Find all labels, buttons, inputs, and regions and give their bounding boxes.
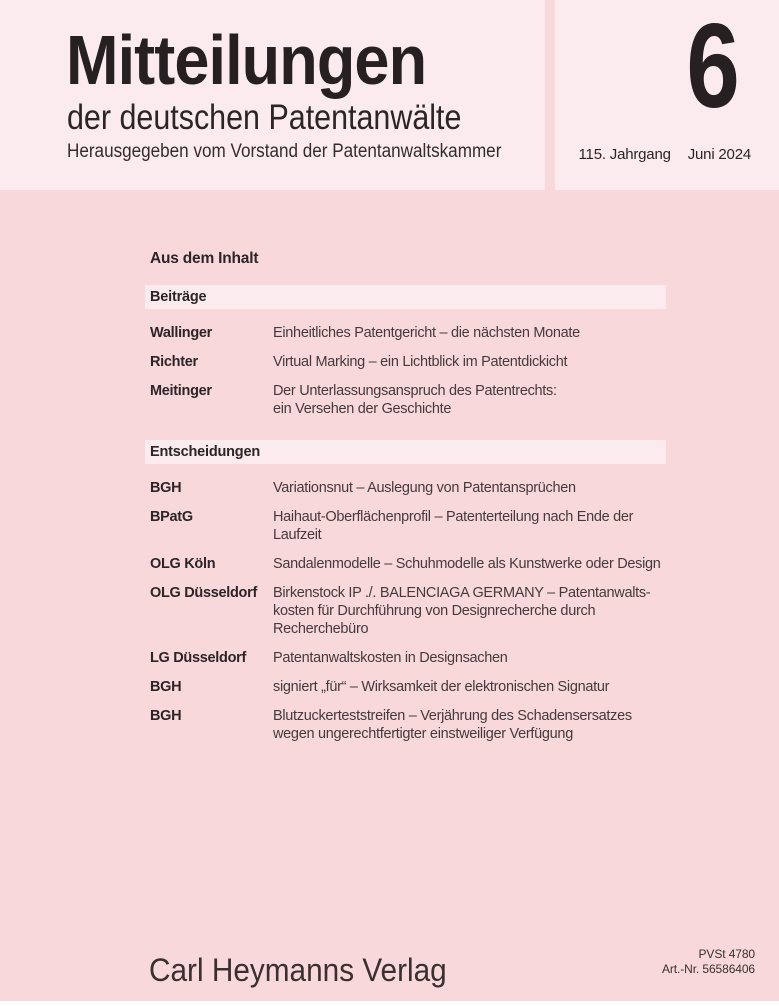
toc-row [145, 678, 666, 696]
toc-row [145, 707, 666, 743]
issue-volume: 115. Jahrgang [578, 146, 671, 163]
journal-title: Mitteilungen [66, 21, 427, 99]
section-band-beitraege: Beiträge [145, 285, 666, 309]
toc-row [145, 508, 666, 544]
toc-source: BGH [150, 679, 182, 695]
toc-row [145, 649, 666, 667]
table-of-contents [145, 250, 666, 754]
toc-title: Blutzuckerteststreifen – Verjährung des Schadensersatzes wegen ungerechtfertigter einstweiliger Verfügung [273, 708, 632, 742]
toc-row [145, 584, 666, 638]
toc-source: Meitinger [150, 383, 212, 399]
issue-number: 6 [686, 0, 740, 133]
toc-title: signiert „für“ – Wirksamkeit der elektronischen Signatur [273, 679, 610, 695]
toc-title: Patentanwaltskosten in Designsachen [273, 650, 508, 666]
toc-source: Richter [150, 354, 198, 370]
footer-meta [662, 947, 755, 976]
toc-title: Variationsnut – Auslegung von Patentansprüchen [273, 480, 576, 496]
footer-publisher: Carl Heymanns Verlag [149, 952, 447, 988]
toc-row [145, 555, 666, 573]
toc-title: Sandalenmodelle – Schuhmodelle als Kunstwerke oder Design [273, 556, 661, 572]
toc-title: Haihaut-Oberflächenprofil – Patenterteilung nach Ende der Laufzeit [273, 509, 634, 543]
toc-source: BPatG [150, 509, 193, 525]
section-band-entscheidungen: Entscheidungen [145, 440, 666, 464]
issue-date: Juni 2024 [687, 146, 751, 163]
toc-source: Wallinger [150, 325, 213, 341]
toc-title: Der Unterlassungsanspruch des Patentrechts: ein Versehen der Geschichte [273, 383, 557, 417]
footer-postal-line: PVSt 4780 [698, 947, 755, 961]
toc-row [145, 324, 666, 342]
toc-title: Virtual Marking – ein Lichtblick im Patentdickicht [273, 354, 568, 370]
toc-source: BGH [150, 708, 182, 724]
toc-source: LG Düsseldorf [150, 650, 247, 666]
toc-title: Birkenstock IP ./. BALENCIAGA GERMANY – Patentanwalts- kosten für Durchführung von Designrecherche durch Recherchebüro [273, 585, 651, 637]
toc-title: Einheitliches Patentgericht – die nächsten Monate [273, 325, 580, 341]
journal-publisher-line: Herausgegeben vom Vorstand der Patentanwaltskammer [67, 141, 502, 162]
toc-source: OLG Düsseldorf [150, 585, 257, 601]
footer-article-number: Art.-Nr. 56586406 [661, 961, 755, 976]
toc-source: OLG Köln [150, 556, 216, 572]
section-rows-beitraege [145, 324, 666, 418]
toc-row [145, 353, 666, 371]
section-rows-entscheidungen [145, 479, 666, 743]
issue-meta [579, 146, 751, 163]
journal-subtitle: der deutschen Patentanwälte [67, 98, 462, 137]
page-bottom-strip [0, 1001, 779, 1006]
toc-row [145, 382, 666, 418]
toc-source: BGH [150, 480, 182, 496]
contents-heading: Aus dem Inhalt [150, 250, 259, 267]
toc-row [145, 479, 666, 497]
